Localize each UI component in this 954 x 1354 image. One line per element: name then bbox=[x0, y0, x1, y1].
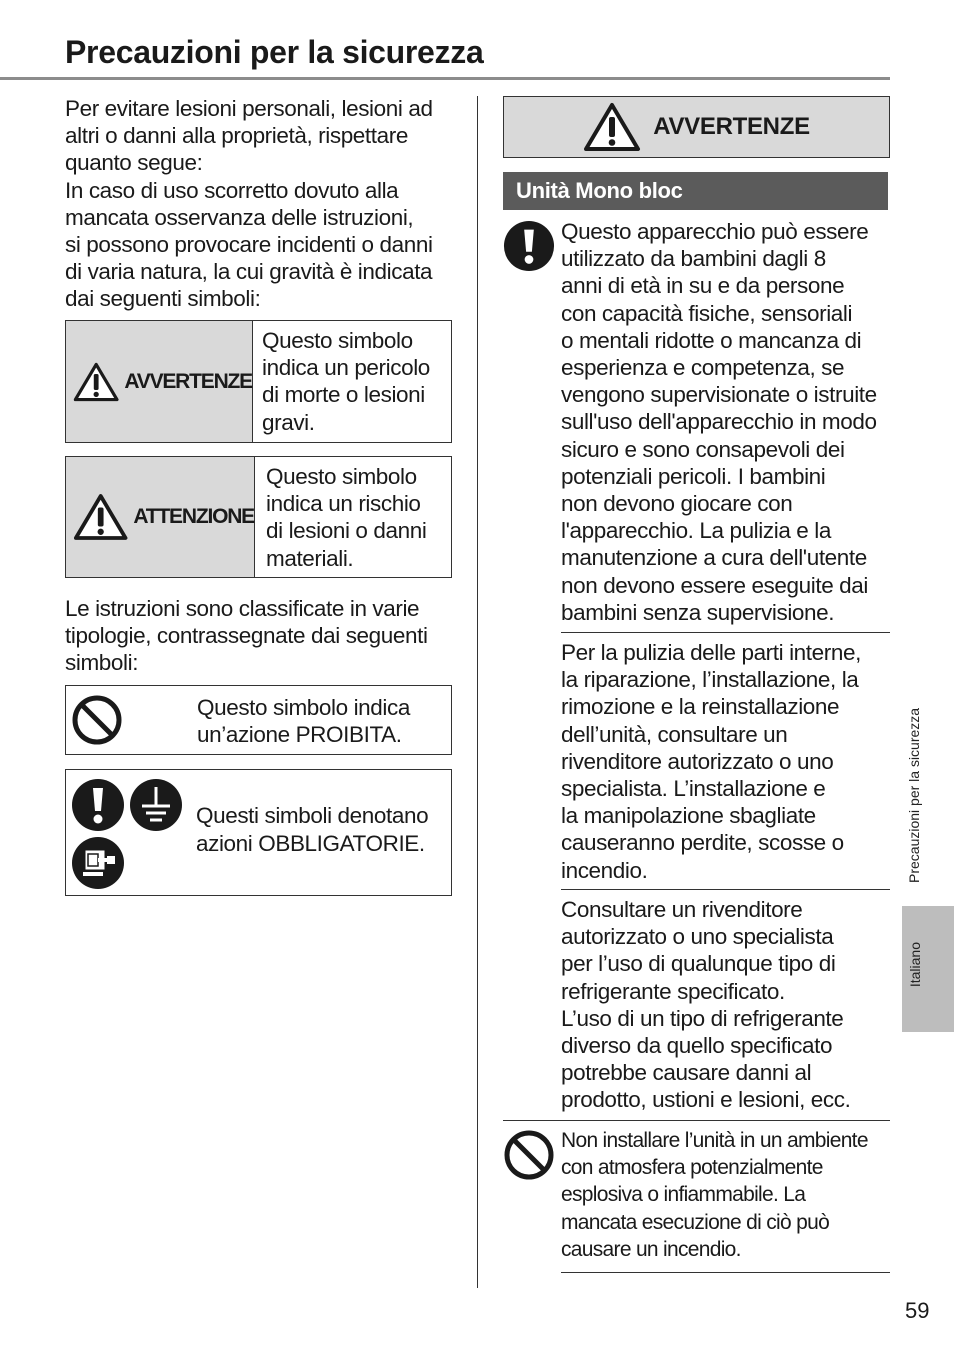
side-section-label: Precauzioni per la sicurezza bbox=[906, 707, 922, 883]
page-number: 59 bbox=[905, 1298, 930, 1323]
prohibited-icon bbox=[503, 1129, 555, 1181]
mandatory-description: Questi simboli denotano azioni OBBLIGATORIE. bbox=[196, 803, 429, 856]
page-title: Precauzioni per la sicurezza bbox=[65, 34, 484, 70]
language-tab-label: Italiano bbox=[907, 942, 923, 988]
severity-box-warning bbox=[65, 320, 452, 443]
list-item: Non installare l’unità in un ambiente con atmosfera potenzialmente esplosiva o infiammabile. La mancata esecuzione di ciò può causare un incendio. bbox=[561, 1129, 868, 1261]
exclamation-icon bbox=[503, 220, 555, 272]
item-divider bbox=[561, 1272, 890, 1273]
item-divider bbox=[503, 1120, 890, 1121]
warning-header bbox=[503, 96, 890, 158]
title-rule bbox=[0, 77, 890, 80]
warning-triangle-icon bbox=[583, 102, 641, 152]
severity-label: ATTENZIONE bbox=[133, 505, 254, 528]
prohibited-symbol-box bbox=[65, 685, 452, 755]
item-divider bbox=[561, 889, 890, 890]
severity-label: AVVERTENZE bbox=[124, 369, 252, 393]
severity-description: Questo simbolo indica un pericolo di morte o lesioni gravi. bbox=[262, 328, 430, 435]
warning-triangle-icon bbox=[73, 357, 119, 407]
list-item: Questo apparecchio può essere utilizzato da bambini dagli 8 anni di età in su e da persone con capacità fisiche, sensoriali o mentali ridotte o mancanza di esperienza e competenza, se vengono supervisionate o istruite sull'uso dell'apparecchio in modo sicuro e sono consapevoli dei potenziali pericoli. I bambini non devono giocare con l'apparecchio. La pulizia e la manutenzione a cura dell'utente non devono essere eseguite dai bambini senza supervisione. bbox=[561, 219, 877, 625]
ground-icon bbox=[129, 778, 183, 832]
language-tab bbox=[902, 906, 954, 1032]
item-divider bbox=[561, 632, 890, 633]
intro-text: Per evitare lesioni personali, lesioni ad altri o danni alla proprietà, rispettare quanto segue: In caso di uso scorretto dovuto alla mancata osservanza delle istruzioni, si possono provocare incidenti o danni di varia natura, la cui gravità è indicata dai seguenti simboli: bbox=[65, 96, 433, 312]
warning-header-label: AVVERTENZE bbox=[653, 113, 810, 140]
mandatory-symbol-box bbox=[65, 769, 452, 896]
column-divider bbox=[477, 96, 478, 1288]
exclamation-icon bbox=[71, 778, 125, 832]
classification-text: Le istruzioni sono classificate in varie tipologie, contrassegnate dai seguenti simboli: bbox=[65, 596, 428, 676]
warning-triangle-icon bbox=[73, 492, 128, 542]
severity-description: Questo simbolo indica un rischio di lesioni o danni materiali. bbox=[266, 464, 427, 571]
severity-box-caution bbox=[65, 456, 452, 578]
section-title: Unità Mono bloc bbox=[503, 172, 888, 210]
unplug-icon bbox=[71, 836, 125, 890]
prohibited-description: Questo simbolo indica un’azione PROIBITA. bbox=[188, 686, 418, 754]
list-item: Per la pulizia delle parti interne, la riparazione, l’installazione, la rimozione e la reinstallazione dell’unità, consultare un rivenditore autorizzato o uno specialista. L’installazione e la manipolazione sbagliate causeranno perdite, scosse o incendio. bbox=[561, 640, 861, 883]
list-item: Consultare un rivenditore autorizzato o uno specialista per l’uso di qualunque tipo di refrigerante specificato. L’uso di un tipo di refrigerante diverso da quello specificato potrebbe causare danni al prodotto, ustioni e lesioni, ecc. bbox=[561, 897, 851, 1113]
prohibited-icon bbox=[71, 694, 123, 746]
